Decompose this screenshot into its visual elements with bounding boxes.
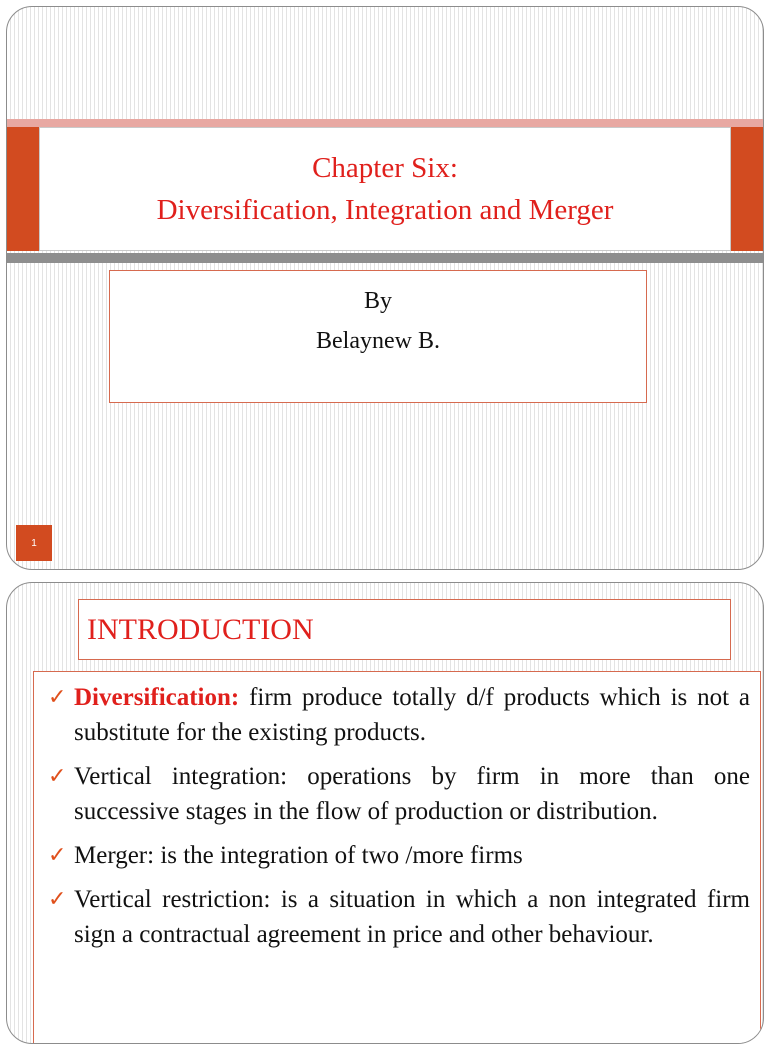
title-band-bottom: [7, 253, 763, 263]
bullet-text: Vertical integration: operations by firm in more than one successive stages in the flow of production or distribution.: [74, 763, 750, 825]
checkmark-icon: ✓: [48, 764, 67, 789]
title-band-top: [7, 119, 763, 127]
title-band-left: [7, 127, 39, 251]
author-box: [109, 270, 647, 403]
slide-1: [6, 6, 764, 570]
title-box: [39, 127, 731, 251]
author-name: Belaynew B.: [316, 328, 440, 354]
slide-2: [6, 582, 764, 1044]
checkmark-icon: ✓: [48, 843, 67, 868]
page-number: 1: [16, 525, 52, 561]
heading: INTRODUCTION: [87, 612, 314, 646]
bullet-text: Merger: is the integration of two /more firms: [74, 842, 523, 869]
bullet-item: [44, 759, 750, 829]
bullet-text: Vertical restriction: is a situation in which a non integrated firm sign a contractual agreement in price and other behaviour.: [74, 886, 750, 948]
checkmark-icon: ✓: [48, 685, 67, 710]
bullet-list: [44, 680, 750, 952]
author-by: By: [363, 288, 392, 314]
content-box: [33, 671, 761, 1044]
heading-box: [78, 599, 731, 660]
title-line-2: Diversification, Integration and Merger: [156, 194, 614, 226]
title-line-1: Chapter Six:: [312, 152, 458, 184]
title-band-right: [731, 127, 763, 251]
checkmark-icon: ✓: [48, 887, 67, 912]
bullet-term: Diversification:: [74, 684, 240, 711]
bullet-text: firm produce totally d/f products which is not a substitute for the existing products.: [74, 684, 750, 746]
bullet-item: [44, 882, 750, 952]
bullet-item: [44, 680, 750, 750]
bullet-item: [44, 838, 750, 873]
